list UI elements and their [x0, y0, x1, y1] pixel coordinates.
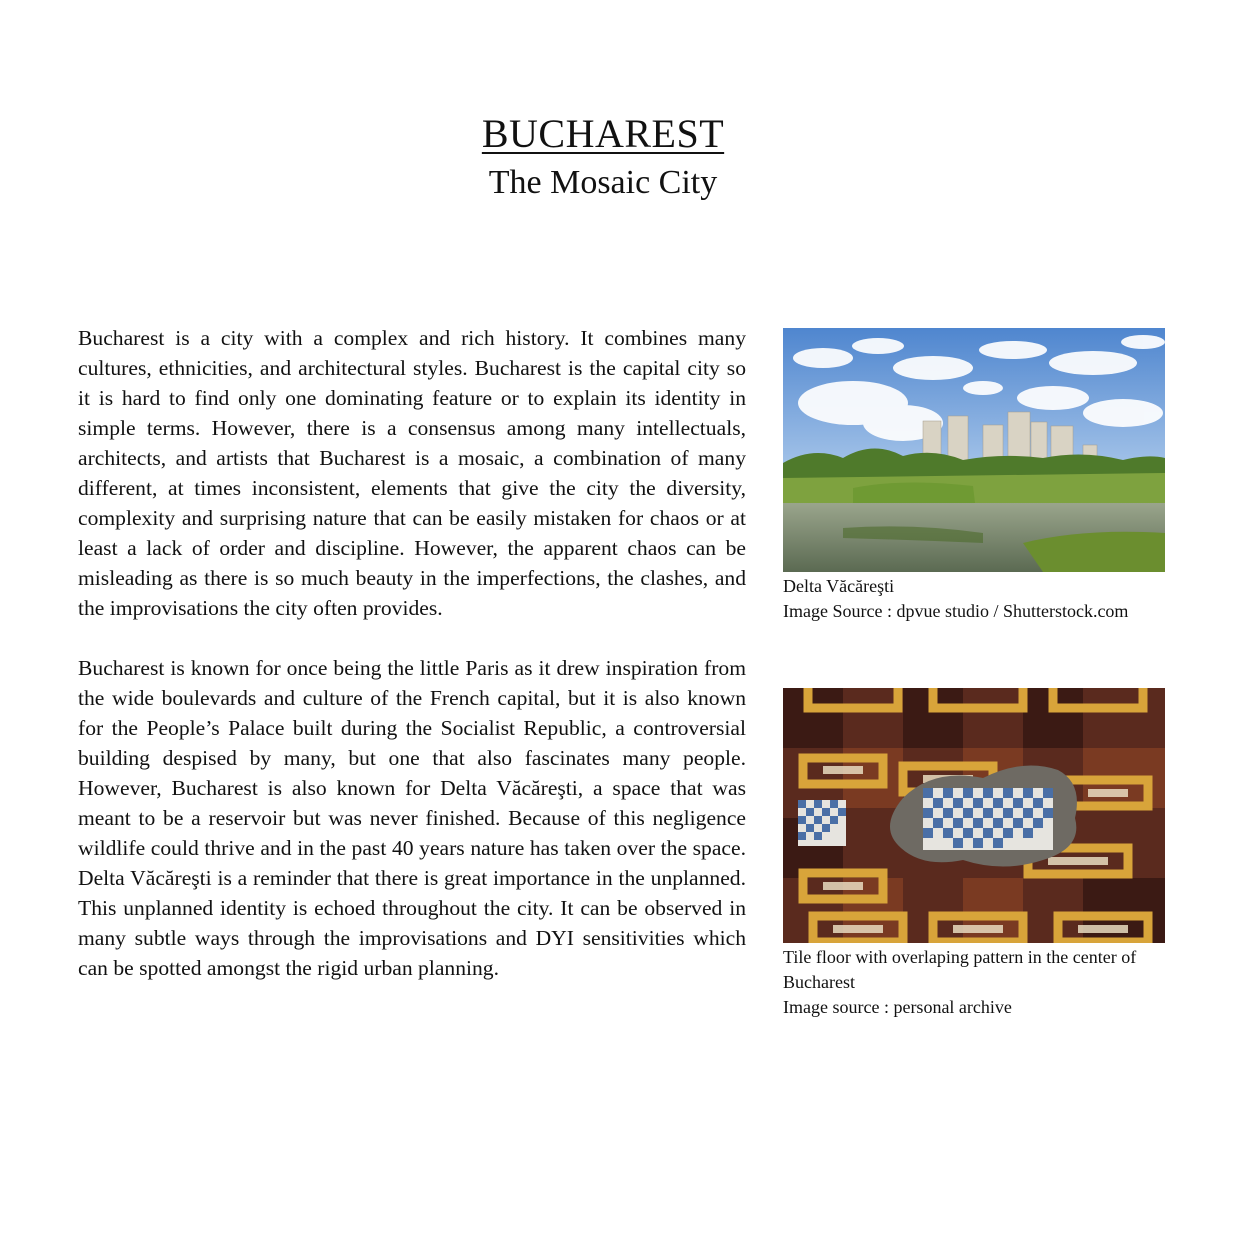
- tile-floor-photo: [783, 688, 1165, 943]
- figure-1-caption: [783, 574, 1165, 624]
- page-title: BUCHAREST: [481, 111, 725, 156]
- page-subtitle: The Mosaic City: [488, 164, 718, 201]
- figure-1-caption-title: Delta Văcăreşti: [783, 576, 895, 596]
- figure-delta-vacaresti: [783, 328, 1165, 624]
- figure-2-caption: [783, 945, 1165, 1020]
- delta-vacaresti-photo: [783, 328, 1165, 572]
- page-header: [0, 110, 1206, 206]
- figure-2-caption-title: Tile floor with overlaping pattern in the center of Bucharest: [783, 947, 1137, 992]
- paragraph-2: Bucharest is known for once being the little Paris as it drew inspiration from the wide boulevards and culture of the French capital, but it is also known for the People’s Palace built during the Socialist Republic, a controversial building despised by many, but one that also fascinates many people. However, Bucharest is also known for Delta Văcăreşti, a space that was meant to be a reservoir but was never finished. Because of this negligence wildlife could thrive and in the past 40 years nature has taken over the space. Delta Văcăreşti is a reminder that there is great importance in the unplanned. This unplanned identity is echoed throughout the city. It can be observed in many subtle ways through the improvisations and DYI sensitivities which can be spotted amongst the rigid urban planning.: [78, 656, 746, 980]
- body-text: [78, 323, 746, 1013]
- figure-1-caption-source: Image Source : dpvue studio / Shutterstock.com: [783, 601, 1129, 621]
- paragraph-1: Bucharest is a city with a complex and rich history. It combines many cultures, ethnicities, and architectural styles. Bucharest is the capital city so it is hard to find only one dominating feature or to explain its identity in simple terms. However, there is a consensus among many intellectuals, architects, and artists that Bucharest is a mosaic, a combination of many different, at times inconsistent, elements that give the city the diversity, complexity and surprising nature that can be easily mistaken for chaos or at least a lack of order and discipline. However, the apparent chaos can be misleading as there is so much beauty in the imperfections, the clashes, and the improvisations the city often provides.: [78, 326, 746, 620]
- figure-2-caption-source: Image source : personal archive: [783, 997, 1012, 1017]
- figure-tile-floor: [783, 688, 1165, 1020]
